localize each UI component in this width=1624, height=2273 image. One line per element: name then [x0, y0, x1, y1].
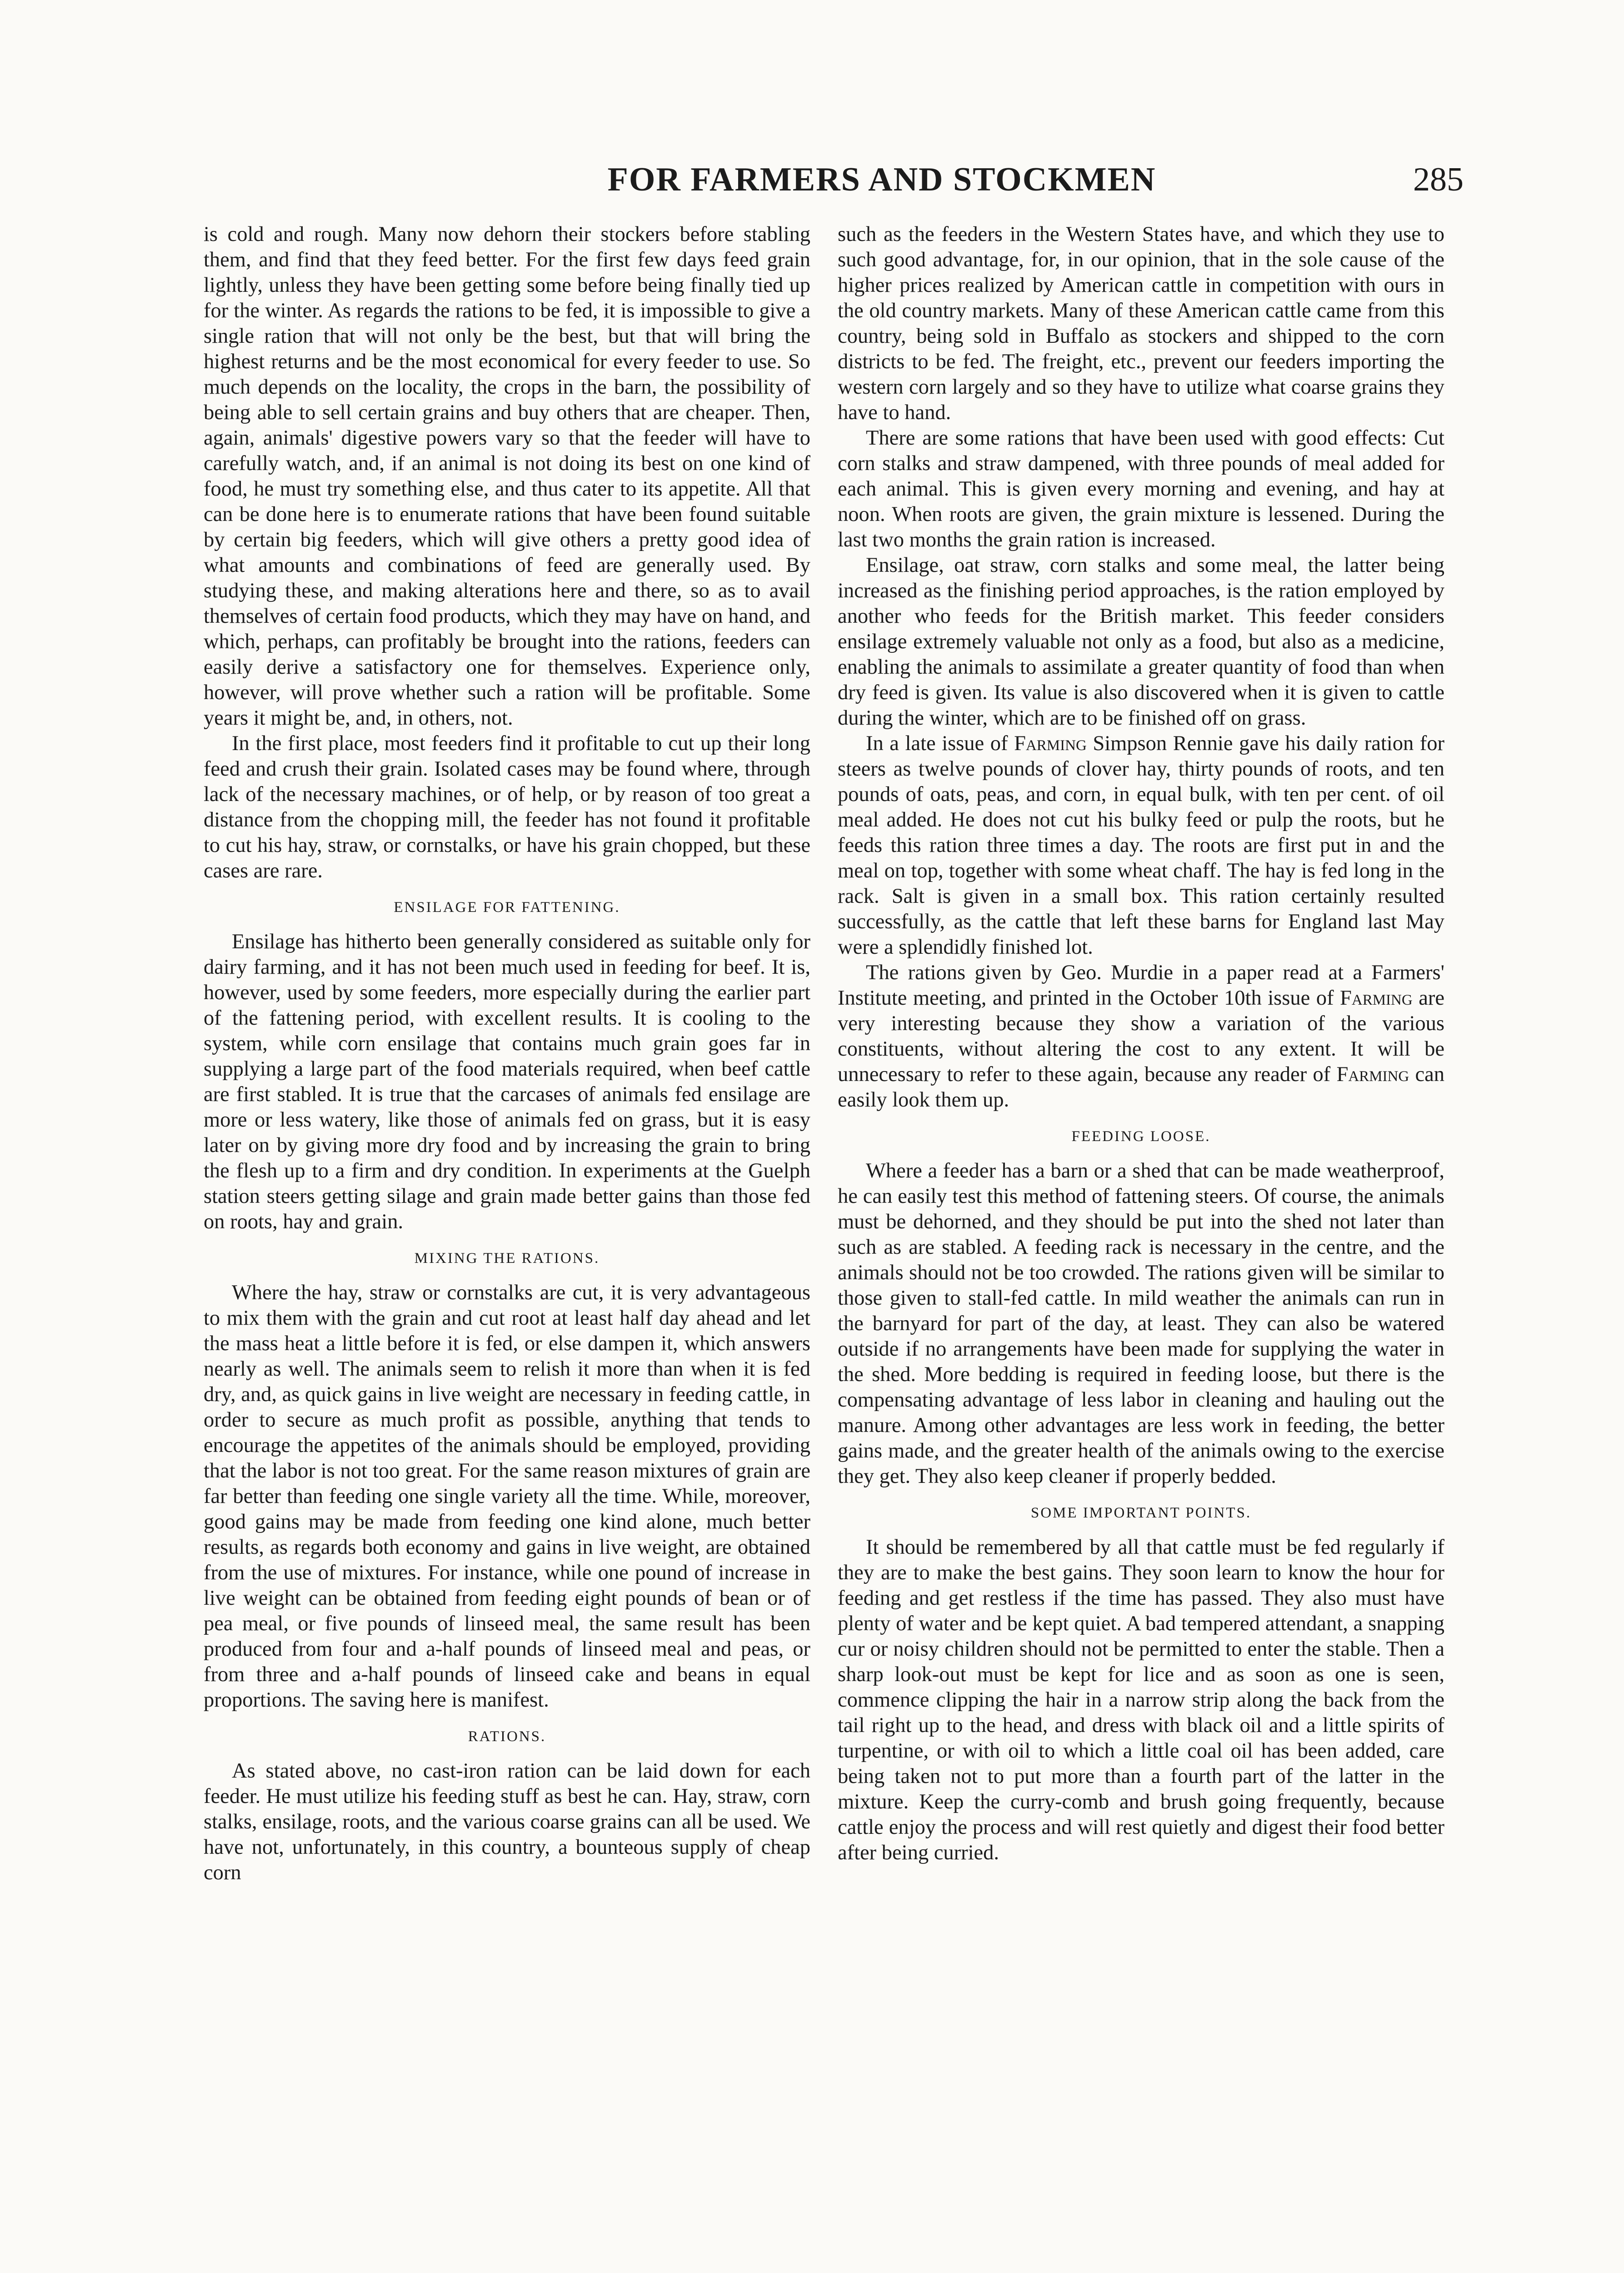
- paragraph: Ensilage has hitherto been generally considered as suitable only for dairy farming, and it has not been much used in feeding for beef. It is, however, used by some feeders, more especially during the earlier part of the fattening period, with excellent results. It is cooling to the system, while corn ensilage that contains much grain goes far in supplying a large part of the food materials required, when beef cattle are first stabled. It is true that the carcases of animals fed ensilage are more or less watery, like those of animals fed on grass, but it is easy later on by giving more dry food and by increasing the grain to bring the flesh up to a firm and dry condition. In experiments at the Guelph station steers getting silage and grain made better gains than those fed on roots, hay and grain.: [204, 930, 810, 1233]
- section-heading-feeding-loose: FEEDING LOOSE.: [1071, 1128, 1211, 1145]
- paragraph: such as the feeders in the Western States have, and which they use to such good advantage, for, in our opinion, that in the sole cause of the higher prices realized by American cattle in competition with ours in the old country markets. Many of these American cattle came from this country, being sold in Buffalo as stockers and shipped to the corn districts to be fed. The freight, etc., prevent our feeders importing the western corn largely and so they have to utilize what coarse grains they have to hand.: [838, 223, 1444, 424]
- paragraph: [838, 960, 1444, 1113]
- text-run: are very interesting because they show a variation of the various constituents, without altering the cost to any extent. It will be unnecessary to refer to these again, because any reader of: [838, 986, 1444, 1086]
- section-heading-rations: RATIONS.: [468, 1728, 546, 1745]
- left-column: [204, 222, 810, 2177]
- paragraph: It should be remembered by all that cattle must be fed regularly if they are to make the best gains. They soon learn to know the hour for feeding and get restless if the time has passed. They also must have plenty of water and be kept quiet. A bad tempered attendant, a snapping cur or noisy children should not be permitted to enter the stable. Then a sharp look-out must be kept for lice and as soon as one is seen, commence clipping the hair in a narrow strip along the back from the tail right up to the head, and dress with black oil and a little spirits of turpentine, or with oil to which a little coal oil has been added, care being taken not to put more than a fourth part of the latter in the mixture. Keep the curry-comb and brush going frequently, because cattle enjoy the process and will rest quietly and digest their food better after being curried.: [838, 1536, 1444, 1864]
- text-run: The rations given by Geo. Murdie in a paper read at a Farmers' Institute meeting, and printed in the October 10th issue of: [838, 961, 1444, 1010]
- running-head: FOR FARMERS AND STOCKMEN: [607, 161, 1156, 198]
- text-run: In a late issue of: [866, 732, 1014, 755]
- section-heading-mixing: MIXING THE RATIONS.: [414, 1250, 600, 1267]
- paragraph: In the first place, most feeders find it profitable to cut up their long feed and crush their grain. Isolated cases may be found where, through lack of the necessary machines, or of help, or by reason of too great a distance from the chopping mill, the feeder has not found it profitable to cut his hay, straw, or cornstalks, or have his grain chopped, but these cases are rare.: [204, 732, 810, 882]
- paragraph: Ensilage, oat straw, corn stalks and some meal, the latter being increased as the finishing period approaches, is the ration employed by another who feeds for the British market. This feeder considers ensilage extremely valuable not only as a food, but also as a medicine, enabling the animals to assimilate a greater quantity of food than when dry feed is given. Its value is also discovered when it is given to cattle during the winter, which are to be finished off on grass.: [838, 554, 1444, 730]
- paragraph: Where the hay, straw or cornstalks are cut, it is very advantageous to mix them with the grain and cut root at least half day ahead and let the mass heat a little before it is fed, or else dampen it, which answers nearly as well. The animals seem to relish it more than when it is fed dry, and, as quick gains in live weight are necessary in feeding cattle, in order to secure as much profit as possible, anything that tends to encourage the appetites of the animals should be employed, providing that the labor is not too great. For the same reason mixtures of grain are far better than feeding one single variety all the time. While, moreover, good gains may be made from feeding one kind alone, much better results, as regards both economy and gains in live weight, are obtained from the use of mixtures. For instance, while one pound of increase in live weight can be obtained from feeding eight pounds of bean or of pea meal, or five pounds of linseed meal, the same result has been produced from four and a-half pounds of linseed meal and peas, or from three and a-half pounds of linseed cake and beans in equal proportions. The saving here is manifest.: [204, 1281, 810, 1712]
- right-column: [838, 222, 1444, 2177]
- page-header: [200, 157, 1464, 207]
- paragraph: There are some rations that have been used with good effects: Cut corn stalks and straw dampened, with three pounds of meal added for each animal. This is given every morning and evening, and hay at noon. When roots are given, the grain mixture is lessened. During the last two months the grain ration is increased.: [838, 426, 1444, 551]
- section-heading-ensilage: ENSILAGE FOR FATTENING.: [394, 899, 620, 916]
- paragraph: As stated above, no cast-iron ration can be laid down for each feeder. He must utilize his feeding stuff as best he can. Hay, straw, corn stalks, ensilage, roots, and the various coarse grains can all be used. We have not, unfortunately, in this country, a bounteous supply of cheap corn: [204, 1759, 810, 1884]
- publication-name: Farming: [1340, 986, 1413, 1010]
- text-run: can easily look them up.: [838, 1063, 1444, 1111]
- paragraph: [838, 731, 1444, 960]
- section-heading-important-points: SOME IMPORTANT POINTS.: [1030, 1505, 1252, 1521]
- paragraph: is cold and rough. Many now dehorn their stockers before stabling them, and find that they feed better. For the first few days feed grain lightly, unless they have been getting some before being finally tied up for the winter. As regards the rations to be fed, it is impossible to give a single ration that will not only be the best, but that will bring the highest returns and be the most economical for every feeder to use. So much depends on the locality, the crops in the barn, the possibility of being able to sell certain grains and buy others that are cheaper. Then, again, animals' digestive powers vary so that the feeder will have to carefully watch, and, if an animal is not doing its best on one kind of food, he must try something else, and thus cater to its appetite. All that can be done here is to enumerate rations that have been found suitable by certain big feeders, which will give others a pretty good idea of what amounts and combinations of feed are generally used. By studying these, and making alterations here and there, so as to avail themselves of certain food products, which they may have on hand, and which, perhaps, can profitably be brought into the rations, feeders can easily derive a satisfactory one for themselves. Experience only, however, will prove whether such a ration will be profitable. Some years it might be, and, in others, not.: [204, 223, 810, 730]
- page-number: 285: [1413, 161, 1464, 198]
- publication-name: Farming: [1336, 1063, 1409, 1086]
- publication-name: Farming: [1014, 732, 1087, 755]
- text-run: Simpson Rennie gave his daily ration for steers as twelve pounds of clover hay, thirty pounds of roots, and ten pounds of oats, peas, and corn, in equal bulk, with ten per cent. of oil meal added. He does not cut his bulky feed or pulp the roots, but he feeds this ration three times a day. The roots are first put in and the meal on top, together with some wheat chaff. The hay is fed long in the rack. Salt is given in a small box. This ration certainly resulted successfully, as the cattle that left these barns for England last May were a splendidly finished lot.: [838, 732, 1444, 959]
- paragraph: Where a feeder has a barn or a shed that can be made weatherproof, he can easily test this method of fattening steers. Of course, the animals must be dehorned, and they should be put into the shed not later than such as are stabled. A feeding rack is necessary in the centre, and the animals should not be too crowded. The rations given will be similar to those given to stall-fed cattle. In mild weather the animals can run in the barnyard for part of the day, at least. They can also be watered outside if no arrangements have been made for supplying the water in the shed. More bedding is required in feeding loose, but there is the compensating advantage of less labor in cleaning and hauling out the manure. Among other advantages are less work in feeding, the better gains made, and the greater health of the animals owing to the exercise they get. They also keep cleaner if properly bedded.: [838, 1159, 1444, 1488]
